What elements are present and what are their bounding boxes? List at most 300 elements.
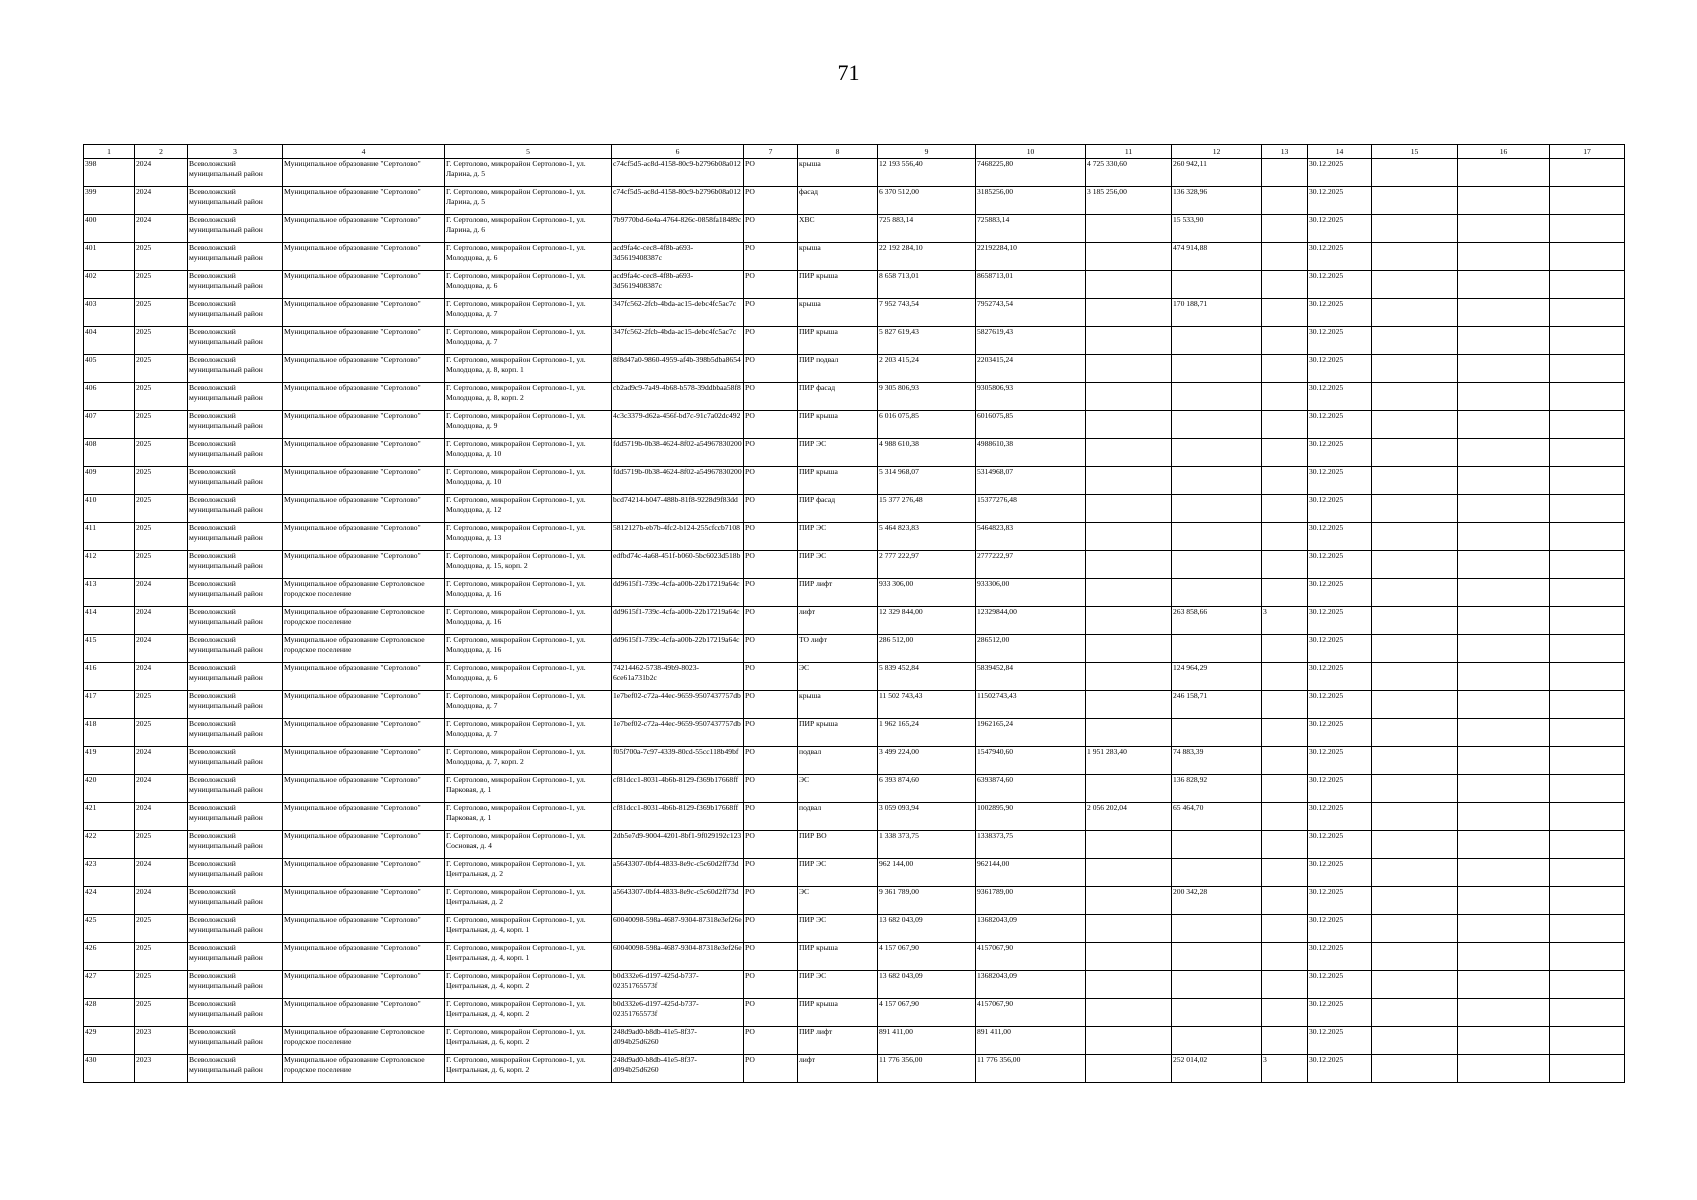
work-type-cell: ПИР ЭС	[798, 971, 878, 999]
table-row	[84, 1027, 1625, 1055]
district-cell: Всеволожский муниципальный район	[188, 607, 283, 635]
cost-fund-cell: 11 776 356,00	[976, 1055, 1086, 1083]
district-cell: Всеволожский муниципальный район	[188, 943, 283, 971]
completion-date-cell: 30.12.2025	[1308, 495, 1372, 523]
house-guid-cell: bcd74214-b047-488b-81f8-9228d9f83dd	[612, 495, 744, 523]
district-cell: Всеволожский муниципальный район	[188, 299, 283, 327]
cost-fund-cell: 2203415,24	[976, 355, 1086, 383]
register-table	[83, 144, 1625, 1083]
row-number-cell: 409	[84, 467, 135, 495]
cost-extra-cell	[1172, 411, 1262, 439]
year-cell: 2025	[135, 691, 188, 719]
house-guid-cell: acd9fa4c-cec8-4f8b-a693-3d5619408387c	[612, 243, 744, 271]
row-number-cell: 415	[84, 635, 135, 663]
year-cell: 2024	[135, 579, 188, 607]
count-cell	[1262, 803, 1308, 831]
count-cell	[1262, 859, 1308, 887]
col-17-cell	[1550, 691, 1625, 719]
municipality-cell: Муниципальное образование "Сертолово"	[283, 915, 445, 943]
year-cell: 2025	[135, 299, 188, 327]
program-cell: РО	[744, 271, 798, 299]
col-17-cell	[1550, 607, 1625, 635]
completion-date-cell: 30.12.2025	[1308, 467, 1372, 495]
total-cost-cell: 962 144,00	[878, 859, 976, 887]
column-header-14: 14	[1308, 145, 1372, 159]
work-type-cell: ПИР крыша	[798, 271, 878, 299]
cost-fund-cell: 5314968,07	[976, 467, 1086, 495]
col-17-cell	[1550, 327, 1625, 355]
completion-date-cell: 30.12.2025	[1308, 551, 1372, 579]
row-number-cell: 407	[84, 411, 135, 439]
col-15-cell	[1372, 523, 1458, 551]
program-cell: РО	[744, 355, 798, 383]
count-cell	[1262, 719, 1308, 747]
col-15-cell	[1372, 747, 1458, 775]
work-type-cell: ПИР ЭС	[798, 523, 878, 551]
program-cell: РО	[744, 467, 798, 495]
completion-date-cell: 30.12.2025	[1308, 999, 1372, 1027]
col-17-cell	[1550, 747, 1625, 775]
completion-date-cell: 30.12.2025	[1308, 215, 1372, 243]
col-16-cell	[1458, 887, 1550, 915]
work-type-cell: крыша	[798, 159, 878, 187]
municipality-cell: Муниципальное образование "Сертолово"	[283, 467, 445, 495]
completion-date-cell: 30.12.2025	[1308, 355, 1372, 383]
column-header-7: 7	[744, 145, 798, 159]
cost-extra-cell	[1172, 467, 1262, 495]
program-cell: РО	[744, 719, 798, 747]
cost-fund-cell: 1338373,75	[976, 831, 1086, 859]
col-16-cell	[1458, 943, 1550, 971]
total-cost-cell: 11 776 356,00	[878, 1055, 976, 1083]
cost-extra-cell	[1172, 271, 1262, 299]
cost-extra-cell: 200 342,28	[1172, 887, 1262, 915]
page-number: 71	[837, 60, 860, 85]
column-header-13: 13	[1262, 145, 1308, 159]
total-cost-cell: 6 393 874,60	[878, 775, 976, 803]
district-cell: Всеволожский муниципальный район	[188, 243, 283, 271]
municipality-cell: Муниципальное образование "Сертолово"	[283, 971, 445, 999]
address-cell: Г. Сертолово, микрорайон Сертолово-1, ул. Молодцова, д. 8, корп. 1	[445, 355, 612, 383]
row-number-cell: 416	[84, 663, 135, 691]
address-cell: Г. Сертолово, микрорайон Сертолово-1, ул. Центральная, д. 4, корп. 2	[445, 999, 612, 1027]
municipality-cell: Муниципальное образование "Сертолово"	[283, 859, 445, 887]
year-cell: 2025	[135, 271, 188, 299]
col-17-cell	[1550, 1027, 1625, 1055]
address-cell: Г. Сертолово, микрорайон Сертолово-1, ул. Ларина, д. 5	[445, 159, 612, 187]
count-cell	[1262, 215, 1308, 243]
work-type-cell: ПИР ЭС	[798, 915, 878, 943]
work-type-cell: ПИР крыша	[798, 411, 878, 439]
table-row	[84, 523, 1625, 551]
address-cell: Г. Сертолово, микрорайон Сертолово-1, ул. Молодцова, д. 7	[445, 719, 612, 747]
total-cost-cell: 2 777 222,97	[878, 551, 976, 579]
completion-date-cell: 30.12.2025	[1308, 831, 1372, 859]
completion-date-cell: 30.12.2025	[1308, 439, 1372, 467]
house-guid-cell: dd9615f1-739c-4cfa-a00b-22b17219a64c	[612, 579, 744, 607]
municipality-cell: Муниципальное образование "Сертолово"	[283, 243, 445, 271]
year-cell: 2025	[135, 383, 188, 411]
col-17-cell	[1550, 1055, 1625, 1083]
district-cell: Всеволожский муниципальный район	[188, 1055, 283, 1083]
district-cell: Всеволожский муниципальный район	[188, 971, 283, 999]
cost-other-cell	[1086, 579, 1172, 607]
col-17-cell	[1550, 215, 1625, 243]
cost-other-cell: 4 725 330,60	[1086, 159, 1172, 187]
col-17-cell	[1550, 663, 1625, 691]
work-type-cell: ПИР крыша	[798, 719, 878, 747]
cost-fund-cell: 6016075,85	[976, 411, 1086, 439]
column-header-16: 16	[1458, 145, 1550, 159]
col-17-cell	[1550, 859, 1625, 887]
row-number-cell: 400	[84, 215, 135, 243]
row-number-cell: 426	[84, 943, 135, 971]
house-guid-cell: b0d332e6-d197-425d-b737-02351765573f	[612, 971, 744, 999]
col-17-cell	[1550, 439, 1625, 467]
count-cell	[1262, 831, 1308, 859]
col-16-cell	[1458, 187, 1550, 215]
column-header-11: 11	[1086, 145, 1172, 159]
municipality-cell: Муниципальное образование "Сертолово"	[283, 691, 445, 719]
col-17-cell	[1550, 523, 1625, 551]
cost-other-cell	[1086, 439, 1172, 467]
row-number-cell: 411	[84, 523, 135, 551]
table-row	[84, 495, 1625, 523]
col-15-cell	[1372, 719, 1458, 747]
cost-other-cell: 3 185 256,00	[1086, 187, 1172, 215]
cost-fund-cell: 1002895,90	[976, 803, 1086, 831]
row-number-cell: 424	[84, 887, 135, 915]
col-17-cell	[1550, 915, 1625, 943]
work-type-cell: ПИР ЭС	[798, 551, 878, 579]
district-cell: Всеволожский муниципальный район	[188, 467, 283, 495]
total-cost-cell: 5 464 823,83	[878, 523, 976, 551]
completion-date-cell: 30.12.2025	[1308, 635, 1372, 663]
municipality-cell: Муниципальное образование "Сертолово"	[283, 663, 445, 691]
address-cell: Г. Сертолово, микрорайон Сертолово-1, ул. Молодцова, д. 10	[445, 467, 612, 495]
col-16-cell	[1458, 803, 1550, 831]
cost-other-cell	[1086, 551, 1172, 579]
col-16-cell	[1458, 523, 1550, 551]
year-cell: 2025	[135, 439, 188, 467]
col-15-cell	[1372, 943, 1458, 971]
program-cell: РО	[744, 243, 798, 271]
table-row	[84, 1055, 1625, 1083]
program-cell: РО	[744, 551, 798, 579]
district-cell: Всеволожский муниципальный район	[188, 1027, 283, 1055]
completion-date-cell: 30.12.2025	[1308, 383, 1372, 411]
district-cell: Всеволожский муниципальный район	[188, 495, 283, 523]
year-cell: 2025	[135, 719, 188, 747]
count-cell	[1262, 159, 1308, 187]
address-cell: Г. Сертолово, микрорайон Сертолово-1, ул. Парковая, д. 1	[445, 803, 612, 831]
house-guid-cell: edfbd74c-4a68-451f-b060-5bc6023d518b	[612, 551, 744, 579]
row-number-cell: 398	[84, 159, 135, 187]
table-row	[84, 943, 1625, 971]
total-cost-cell: 11 502 743,43	[878, 691, 976, 719]
table-row	[84, 691, 1625, 719]
column-header-10: 10	[976, 145, 1086, 159]
column-header-3: 3	[188, 145, 283, 159]
municipality-cell: Муниципальное образование "Сертолово"	[283, 495, 445, 523]
count-cell	[1262, 691, 1308, 719]
cost-other-cell	[1086, 887, 1172, 915]
house-guid-cell: 5812127b-eb7b-4fc2-b124-255cfccb7108	[612, 523, 744, 551]
address-cell: Г. Сертолово, микрорайон Сертолово-1, ул. Центральная, д. 4, корп. 1	[445, 943, 612, 971]
municipality-cell: Муниципальное образование "Сертолово"	[283, 383, 445, 411]
col-16-cell	[1458, 691, 1550, 719]
municipality-cell: Муниципальное образование "Сертолово"	[283, 999, 445, 1027]
count-cell	[1262, 635, 1308, 663]
completion-date-cell: 30.12.2025	[1308, 887, 1372, 915]
cost-fund-cell: 9361789,00	[976, 887, 1086, 915]
year-cell: 2024	[135, 187, 188, 215]
district-cell: Всеволожский муниципальный район	[188, 747, 283, 775]
col-16-cell	[1458, 243, 1550, 271]
col-15-cell	[1372, 607, 1458, 635]
total-cost-cell: 5 827 619,43	[878, 327, 976, 355]
col-16-cell	[1458, 607, 1550, 635]
address-cell: Г. Сертолово, микрорайон Сертолово-1, ул. Центральная, д. 6, корп. 2	[445, 1027, 612, 1055]
cost-extra-cell: 136 828,92	[1172, 775, 1262, 803]
work-type-cell: ЭС	[798, 887, 878, 915]
column-header-9: 9	[878, 145, 976, 159]
cost-extra-cell: 246 158,71	[1172, 691, 1262, 719]
cost-extra-cell: 136 328,96	[1172, 187, 1262, 215]
year-cell: 2023	[135, 1055, 188, 1083]
table-row	[84, 775, 1625, 803]
cost-fund-cell: 12329844,00	[976, 607, 1086, 635]
year-cell: 2025	[135, 943, 188, 971]
col-15-cell	[1372, 187, 1458, 215]
total-cost-cell: 4 157 067,90	[878, 943, 976, 971]
cost-extra-cell	[1172, 635, 1262, 663]
row-number-cell: 410	[84, 495, 135, 523]
cost-extra-cell	[1172, 999, 1262, 1027]
program-cell: РО	[744, 327, 798, 355]
total-cost-cell: 6 370 512,00	[878, 187, 976, 215]
program-cell: РО	[744, 915, 798, 943]
year-cell: 2025	[135, 551, 188, 579]
year-cell: 2024	[135, 159, 188, 187]
address-cell: Г. Сертолово, микрорайон Сертолово-1, ул. Молодцова, д. 15, корп. 2	[445, 551, 612, 579]
work-type-cell: подвал	[798, 747, 878, 775]
work-type-cell: ПИР ЭС	[798, 859, 878, 887]
completion-date-cell: 30.12.2025	[1308, 271, 1372, 299]
table-row	[84, 215, 1625, 243]
cost-fund-cell: 8658713,01	[976, 271, 1086, 299]
count-cell	[1262, 467, 1308, 495]
address-cell: Г. Сертолово, микрорайон Сертолово-1, ул. Центральная, д. 6, корп. 2	[445, 1055, 612, 1083]
total-cost-cell: 6 016 075,85	[878, 411, 976, 439]
district-cell: Всеволожский муниципальный район	[188, 831, 283, 859]
completion-date-cell: 30.12.2025	[1308, 663, 1372, 691]
count-cell	[1262, 551, 1308, 579]
year-cell: 2025	[135, 355, 188, 383]
address-cell: Г. Сертолово, микрорайон Сертолово-1, ул. Молодцова, д. 6	[445, 271, 612, 299]
row-number-cell: 423	[84, 859, 135, 887]
row-number-cell: 430	[84, 1055, 135, 1083]
count-cell	[1262, 271, 1308, 299]
count-cell	[1262, 495, 1308, 523]
column-header-12: 12	[1172, 145, 1262, 159]
total-cost-cell: 9 305 806,93	[878, 383, 976, 411]
program-cell: РО	[744, 159, 798, 187]
municipality-cell: Муниципальное образование "Сертолово"	[283, 439, 445, 467]
address-cell: Г. Сертолово, микрорайон Сертолово-1, ул. Центральная, д. 2	[445, 859, 612, 887]
table-row	[84, 243, 1625, 271]
cost-other-cell	[1086, 999, 1172, 1027]
cost-extra-cell	[1172, 943, 1262, 971]
row-number-cell: 401	[84, 243, 135, 271]
count-cell	[1262, 411, 1308, 439]
col-16-cell	[1458, 635, 1550, 663]
col-16-cell	[1458, 327, 1550, 355]
program-cell: РО	[744, 411, 798, 439]
house-guid-cell: c74cf5d5-ac8d-4158-80c9-b2796b08a012	[612, 187, 744, 215]
cost-extra-cell: 15 533,90	[1172, 215, 1262, 243]
municipality-cell: Муниципальное образование "Сертолово"	[283, 523, 445, 551]
cost-other-cell	[1086, 1055, 1172, 1083]
address-cell: Г. Сертолово, микрорайон Сертолово-1, ул. Парковая, д. 1	[445, 775, 612, 803]
work-type-cell: ПИР фасад	[798, 495, 878, 523]
district-cell: Всеволожский муниципальный район	[188, 355, 283, 383]
row-number-cell: 403	[84, 299, 135, 327]
house-guid-cell: f05f700a-7c97-4339-80cd-55cc118b49bf	[612, 747, 744, 775]
district-cell: Всеволожский муниципальный район	[188, 887, 283, 915]
completion-date-cell: 30.12.2025	[1308, 915, 1372, 943]
col-16-cell	[1458, 663, 1550, 691]
column-header-5: 5	[445, 145, 612, 159]
col-15-cell	[1372, 775, 1458, 803]
year-cell: 2025	[135, 999, 188, 1027]
cost-other-cell	[1086, 663, 1172, 691]
address-cell: Г. Сертолово, микрорайон Сертолово-1, ул. Молодцова, д. 16	[445, 579, 612, 607]
address-cell: Г. Сертолово, микрорайон Сертолово-1, ул. Молодцова, д. 9	[445, 411, 612, 439]
col-16-cell	[1458, 271, 1550, 299]
col-17-cell	[1550, 551, 1625, 579]
col-15-cell	[1372, 495, 1458, 523]
district-cell: Всеволожский муниципальный район	[188, 327, 283, 355]
work-type-cell: крыша	[798, 691, 878, 719]
cost-extra-cell	[1172, 579, 1262, 607]
cost-fund-cell: 7952743,54	[976, 299, 1086, 327]
count-cell	[1262, 243, 1308, 271]
row-number-cell: 413	[84, 579, 135, 607]
col-16-cell	[1458, 467, 1550, 495]
work-type-cell: ПИР фасад	[798, 383, 878, 411]
cost-extra-cell	[1172, 1027, 1262, 1055]
cost-other-cell	[1086, 327, 1172, 355]
col-16-cell	[1458, 971, 1550, 999]
cost-extra-cell	[1172, 495, 1262, 523]
year-cell: 2024	[135, 887, 188, 915]
municipality-cell: Муниципальное образование Сертоловское городское поселение	[283, 635, 445, 663]
cost-fund-cell: 5464823,83	[976, 523, 1086, 551]
program-cell: РО	[744, 831, 798, 859]
cost-other-cell	[1086, 635, 1172, 663]
program-cell: РО	[744, 691, 798, 719]
count-cell	[1262, 1027, 1308, 1055]
col-17-cell	[1550, 355, 1625, 383]
year-cell: 2024	[135, 607, 188, 635]
column-header-1: 1	[84, 145, 135, 159]
year-cell: 2025	[135, 411, 188, 439]
column-header-6: 6	[612, 145, 744, 159]
program-cell: РО	[744, 495, 798, 523]
cost-fund-cell: 22192284,10	[976, 243, 1086, 271]
completion-date-cell: 30.12.2025	[1308, 1027, 1372, 1055]
col-15-cell	[1372, 1027, 1458, 1055]
col-16-cell	[1458, 1027, 1550, 1055]
completion-date-cell: 30.12.2025	[1308, 943, 1372, 971]
municipality-cell: Муниципальное образование "Сертолово"	[283, 187, 445, 215]
cost-fund-cell: 5827619,43	[976, 327, 1086, 355]
cost-other-cell	[1086, 831, 1172, 859]
house-guid-cell: dd9615f1-739c-4cfa-a00b-22b17219a64c	[612, 607, 744, 635]
column-header-4: 4	[283, 145, 445, 159]
col-15-cell	[1372, 803, 1458, 831]
col-15-cell	[1372, 383, 1458, 411]
cost-extra-cell	[1172, 383, 1262, 411]
col-15-cell	[1372, 635, 1458, 663]
table-row	[84, 467, 1625, 495]
work-type-cell: фасад	[798, 187, 878, 215]
completion-date-cell: 30.12.2025	[1308, 747, 1372, 775]
table-row	[84, 803, 1625, 831]
total-cost-cell: 5 314 968,07	[878, 467, 976, 495]
year-cell: 2024	[135, 803, 188, 831]
total-cost-cell: 725 883,14	[878, 215, 976, 243]
address-cell: Г. Сертолово, микрорайон Сертолово-1, ул. Молодцова, д. 7	[445, 299, 612, 327]
year-cell: 2024	[135, 775, 188, 803]
row-number-cell: 417	[84, 691, 135, 719]
row-number-cell: 419	[84, 747, 135, 775]
cost-extra-cell	[1172, 915, 1262, 943]
district-cell: Всеволожский муниципальный район	[188, 691, 283, 719]
cost-other-cell	[1086, 243, 1172, 271]
house-guid-cell: cf81dcc1-8031-4b6b-8129-f369b17668ff	[612, 803, 744, 831]
cost-extra-cell	[1172, 971, 1262, 999]
district-cell: Всеволожский муниципальный район	[188, 271, 283, 299]
row-number-cell: 418	[84, 719, 135, 747]
cost-other-cell	[1086, 607, 1172, 635]
district-cell: Всеволожский муниципальный район	[188, 579, 283, 607]
total-cost-cell: 3 059 093,94	[878, 803, 976, 831]
col-15-cell	[1372, 579, 1458, 607]
completion-date-cell: 30.12.2025	[1308, 187, 1372, 215]
col-16-cell	[1458, 1055, 1550, 1083]
cost-other-cell	[1086, 383, 1172, 411]
municipality-cell: Муниципальное образование "Сертолово"	[283, 775, 445, 803]
row-number-cell: 404	[84, 327, 135, 355]
table-row	[84, 859, 1625, 887]
completion-date-cell: 30.12.2025	[1308, 803, 1372, 831]
house-guid-cell: 347fc562-2fcb-4bda-ac15-debc4fc5ac7c	[612, 299, 744, 327]
col-17-cell	[1550, 187, 1625, 215]
program-cell: РО	[744, 607, 798, 635]
col-15-cell	[1372, 887, 1458, 915]
municipality-cell: Муниципальное образование "Сертолово"	[283, 215, 445, 243]
table-row	[84, 579, 1625, 607]
house-guid-cell: a5643307-0bf4-4833-8e9c-c5c60d2ff73d	[612, 887, 744, 915]
program-cell: РО	[744, 523, 798, 551]
municipality-cell: Муниципальное образование Сертоловское городское поселение	[283, 579, 445, 607]
house-guid-cell: 7b9770bd-6e4a-4764-826c-0858fa18489c	[612, 215, 744, 243]
count-cell	[1262, 439, 1308, 467]
column-header-17: 17	[1550, 145, 1625, 159]
table-row	[84, 915, 1625, 943]
